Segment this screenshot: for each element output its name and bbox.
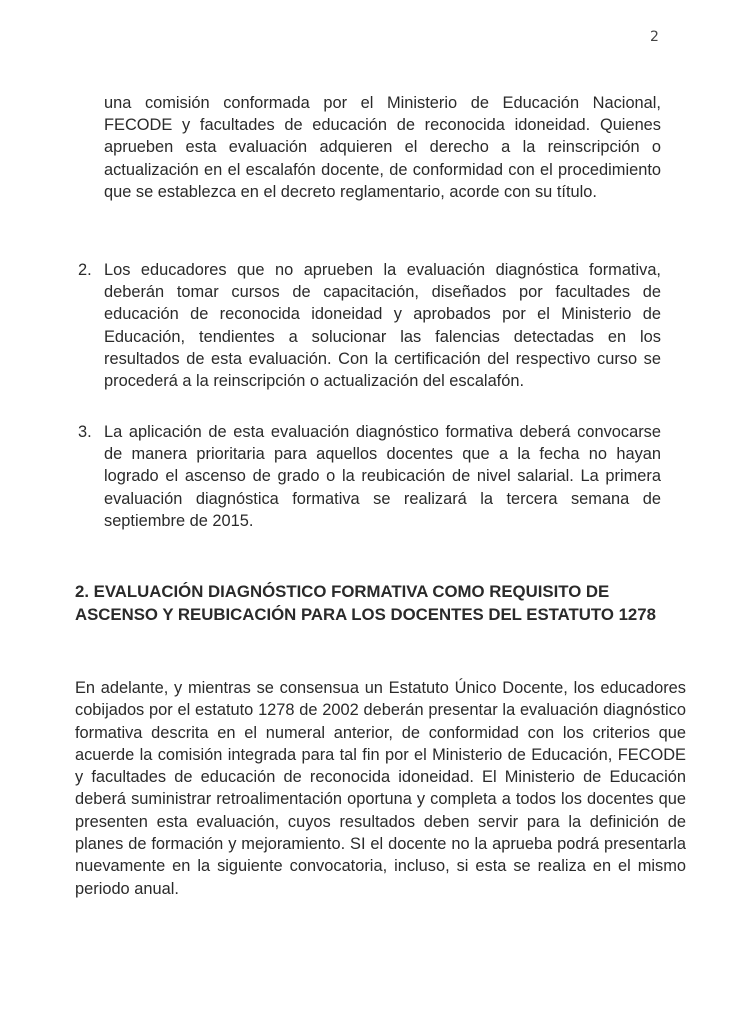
page-number: 2 xyxy=(650,29,659,45)
list-item-text: Los educadores que no aprueben la evaluación diagnóstica formativa, deberán tomar cursos de capacitación, diseñados por facultades de educación de reconocida idoneidad y aprobados por el Ministerio de Educación, tendientes a solucionar las falencias detectadas en los resultados de esta evaluación. Con la certificación del respectivo curso se procederá a la reinscripción o actualización del escalafón. xyxy=(104,261,661,391)
section-heading: 2. EVALUACIÓN DIAGNÓSTICO FORMATIVA COMO REQUISITO DE ASCENSO Y REUBICACIÓN PARA LOS DOCENTES DEL ESTATUTO 1278 xyxy=(75,582,656,624)
list-item xyxy=(78,421,661,532)
list-item-number: 3. xyxy=(78,423,92,441)
section-body-paragraph: En adelante, y mientras se consensua un Estatuto Único Docente, los educadores cobijados por el estatuto 1278 de 2002 deberán presentar la evaluación diagnóstico formativa descrita en el numeral anterior, de conformidad con los criterios que acuerde la comisión integrada para tal fin por el Ministerio de Educación, FECODE y facultades de educación de reconocida idoneidad. El Ministerio de Educación deberá suministrar retroalimentación oportuna y completa a todos los docentes que presenten esta evaluación, cuyos resultados deben servir para la definición de planes de formación y mejoramiento. SI el docente no la aprueba podrá presentarla nuevamente en la siguiente convocatoria, incluso, si esta se realiza en el mismo periodo anual. xyxy=(75,679,686,898)
list-item-number: 2. xyxy=(78,261,92,279)
list-item xyxy=(78,259,661,392)
continuation-paragraph: una comisión conformada por el Ministerio de Educación Nacional, FECODE y facultades de educación de reconocida idoneidad. Quienes aprueben esta evaluación adquieren el derecho a la reinscripción o actualización en el escalafón docente, de conformidad con el procedimiento que se establezca en el decreto reglamentario, acorde con su título. xyxy=(104,94,661,201)
list-item-text: La aplicación de esta evaluación diagnóstico formativa deberá convocarse de manera prioritaria para aquellos docentes que a la fecha no hayan logrado el ascenso de grado o la reubicación de nivel salarial. La primera evaluación diagnóstica formativa se realizará la tercera semana de septiembre de 2015. xyxy=(104,423,661,530)
